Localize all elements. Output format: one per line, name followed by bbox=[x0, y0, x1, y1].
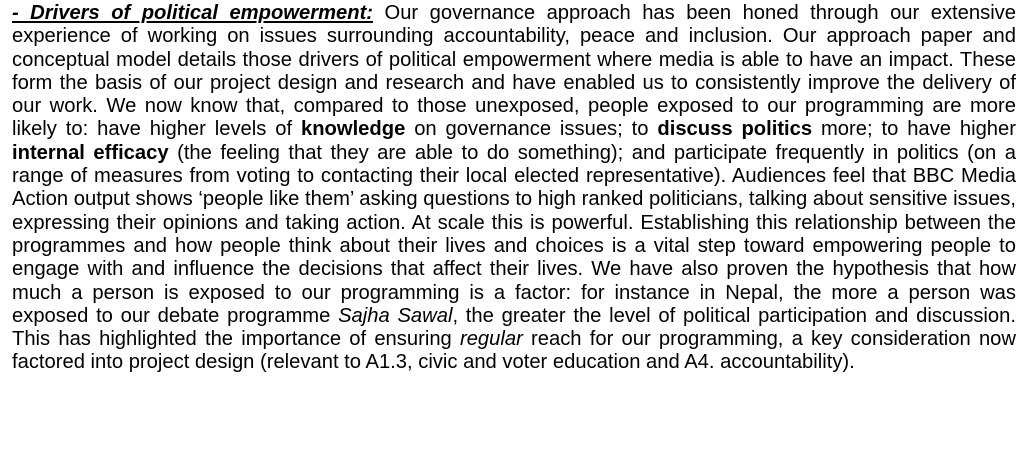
section-heading: - Drivers of political empowerment: bbox=[12, 2, 374, 24]
body-text: (the feeling that they are able to do something); and participate frequently in politics (on a range of measures from voting to contacting their local elected representative). Audiences feel that BBC Media Action output shows ‘people like them’ asking questions to high ranked politicians, talking about sensitive issues, expressing their opinions and taking action. At scale this is powerful. Establishing this relationship between the programmes and how people think about their lives and choices is a vital step toward empowering people to engage with and influence the decisions that affect their lives. We have also proven the hypothesis that how much a person is exposed to our programming is a factor: for instance in Nepal, the more a person was exposed to our debate programme bbox=[12, 141, 1016, 327]
paragraph-political-empowerment bbox=[12, 2, 1016, 375]
body-text: , the greater the level of political participation and discussion. This has highlighted the importance of ensuring bbox=[12, 304, 1016, 351]
emphasis-regular: regular bbox=[459, 328, 523, 351]
bold-term-discuss-politics: discuss politics bbox=[657, 118, 813, 141]
body-text: reach for our programming, a key consideration now factored into project design (relevant to A1.3, civic and voter education and A4. accountability). bbox=[12, 328, 1016, 374]
bold-term-knowledge: knowledge bbox=[300, 118, 406, 141]
body-text: more; to have higher bbox=[812, 118, 1016, 141]
body-text: Our governance approach has been honed through our extensive experience of working on issues surrounding accountability, peace and inclusion. Our approach paper and conceptual model details those drivers of political empowerment where media is able to have an impact. These form the basis of our project design and research and have enabled us to consistently improve the delivery of our work. We now know that, compared to those unexposed, people exposed to our programming are more likely to: have higher levels of bbox=[12, 2, 1016, 141]
programme-title-sajha-sawal: Sajha Sawal bbox=[338, 304, 453, 327]
bold-term-internal-efficacy: internal efficacy bbox=[12, 141, 169, 164]
body-text: on governance issues; to bbox=[405, 118, 658, 141]
